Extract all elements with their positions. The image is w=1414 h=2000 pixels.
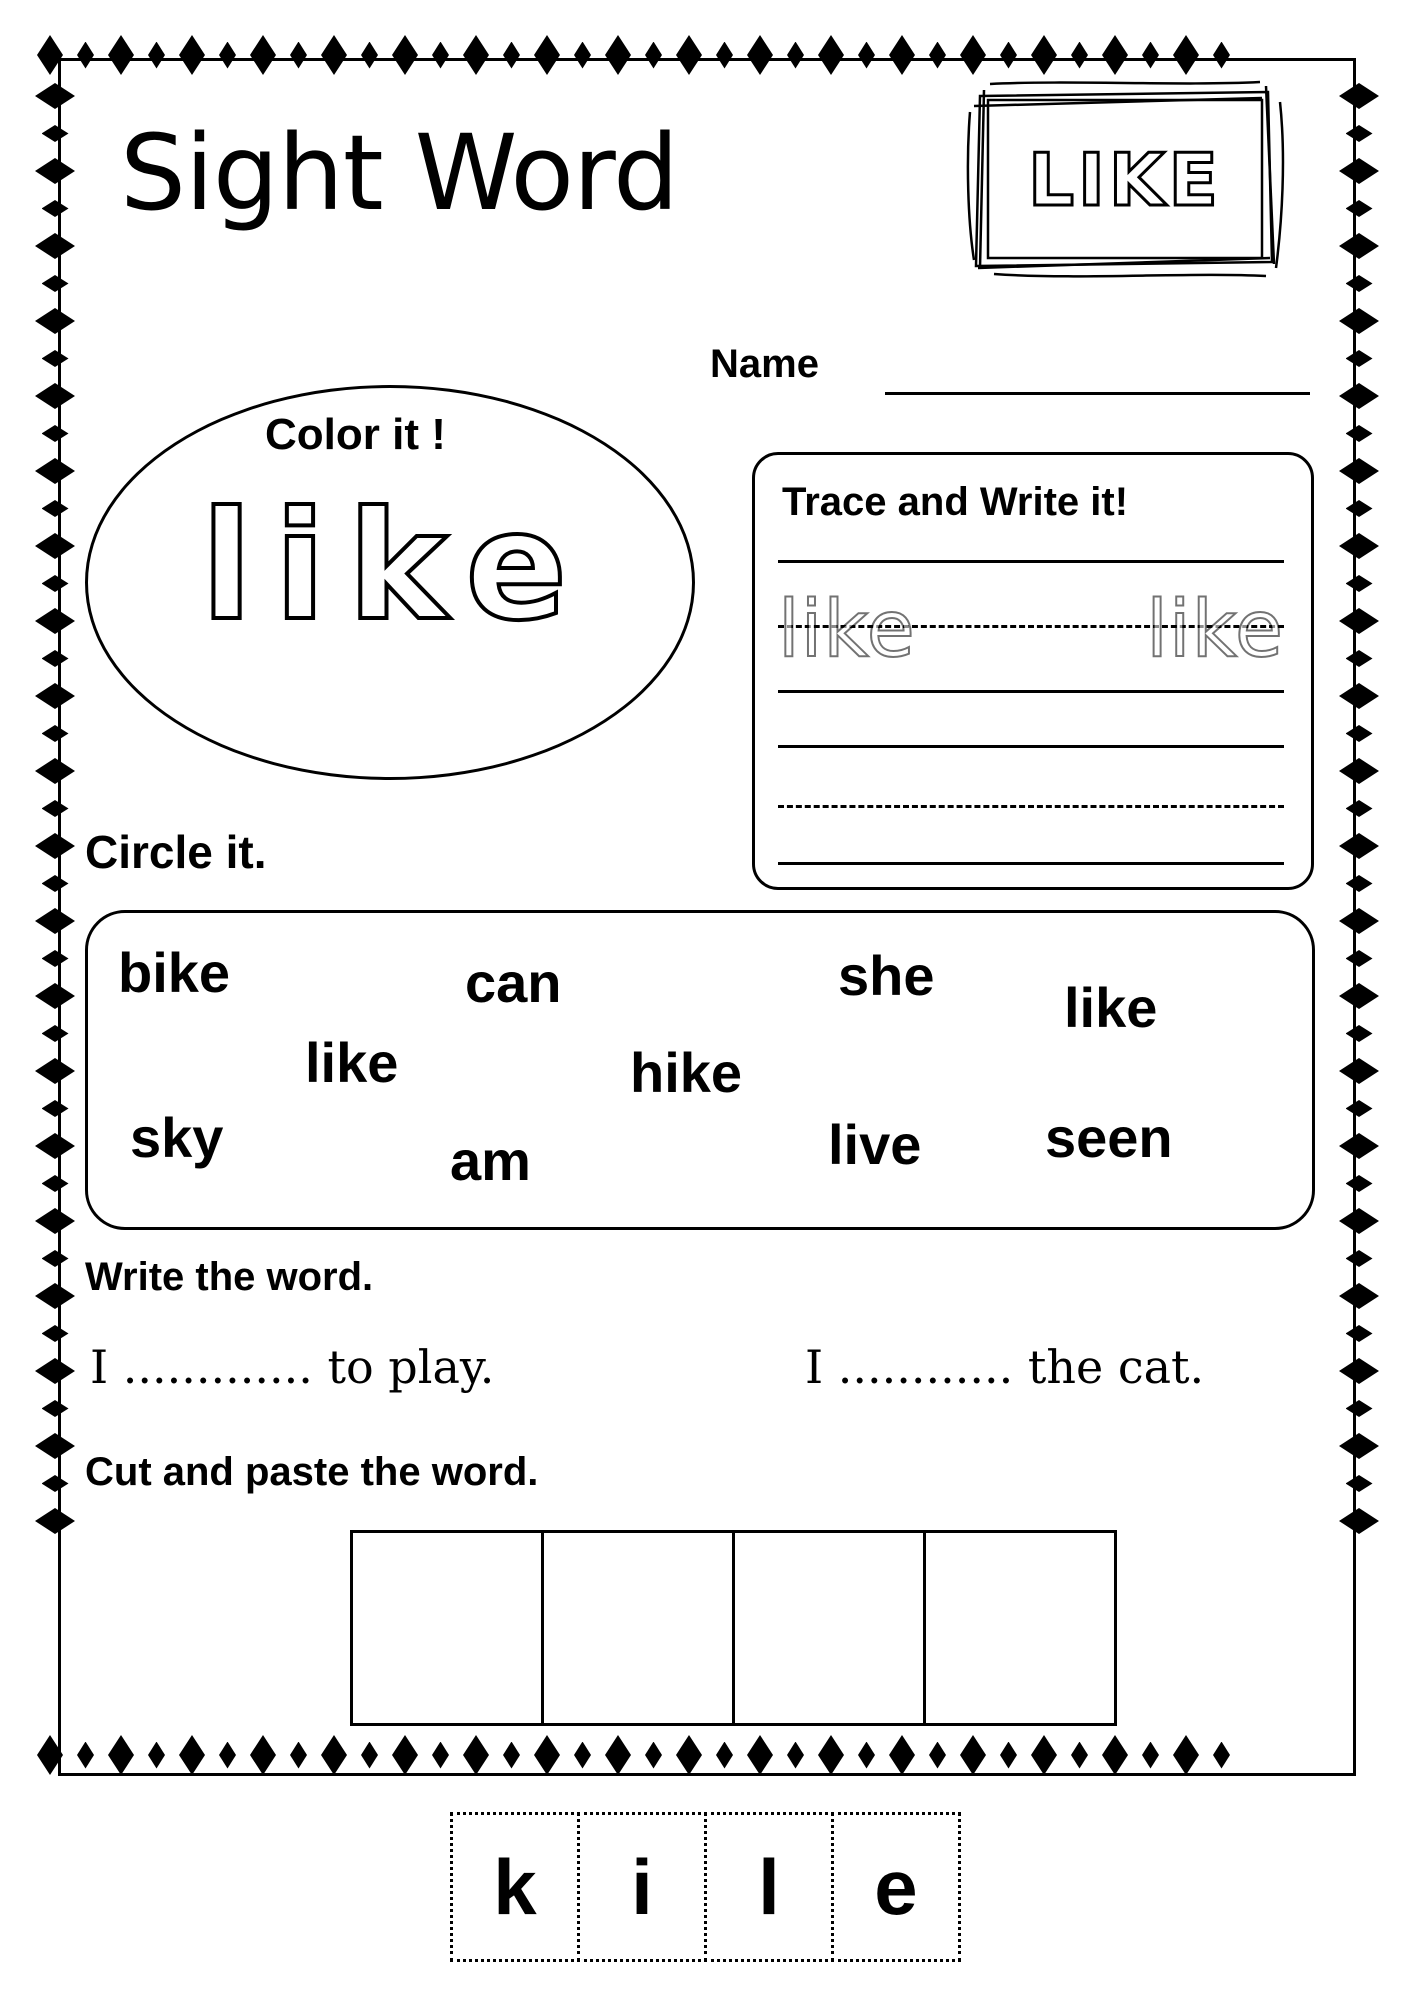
cut-letter-l[interactable]: l (704, 1812, 834, 1962)
diamond-ornament (42, 200, 69, 217)
diamond-ornament (35, 1208, 75, 1234)
diamond-ornament (1339, 1283, 1379, 1309)
diamond-ornament (858, 42, 875, 69)
diamond-ornament (392, 35, 418, 75)
circle-it-instruction: Circle it. (85, 826, 267, 878)
diamond-ornament (148, 42, 165, 69)
diamond-ornament (716, 1742, 733, 1769)
diamond-ornament (1346, 1400, 1373, 1417)
diamond-ornament (1102, 1735, 1128, 1775)
border-diamonds-right (1334, 75, 1384, 1715)
diamond-ornament (250, 1735, 276, 1775)
diamond-ornament (534, 35, 560, 75)
diamond-ornament (1071, 1742, 1088, 1769)
bank-word-sky-6[interactable]: sky (130, 1106, 224, 1169)
diamond-ornament (42, 125, 69, 142)
diamond-ornament (716, 42, 733, 69)
diamond-ornament (889, 1735, 915, 1775)
word-badge (950, 72, 1300, 287)
diamond-ornament (432, 1742, 449, 1769)
bank-word-bike-0[interactable]: bike (118, 941, 231, 1004)
diamond-ornament (219, 1742, 236, 1769)
diamond-ornament (747, 1735, 773, 1775)
diamond-ornament (818, 35, 844, 75)
diamond-ornament (148, 1742, 165, 1769)
diamond-ornament (787, 42, 804, 69)
diamond-ornament (42, 425, 69, 442)
diamond-ornament (1339, 983, 1379, 1009)
diamond-ornament (35, 83, 75, 109)
diamond-ornament (1000, 42, 1017, 69)
diamond-ornament (858, 1742, 875, 1769)
diamond-ornament (179, 35, 205, 75)
trace-line-base-1 (778, 690, 1284, 693)
diamond-ornament (1339, 683, 1379, 709)
diamond-ornament (42, 725, 69, 742)
name-label: Name (710, 342, 819, 386)
diamond-ornament (42, 1175, 69, 1192)
diamond-ornament (1346, 275, 1373, 292)
diamond-ornament (1339, 1358, 1379, 1384)
diamond-ornament (676, 35, 702, 75)
diamond-ornament (1346, 575, 1373, 592)
bank-word-live-8[interactable]: live (828, 1113, 922, 1176)
diamond-ornament (35, 158, 75, 184)
badge-word: LIKE (1028, 137, 1222, 222)
diamond-ornament (1213, 1742, 1230, 1769)
trace-line-top-1 (778, 560, 1284, 563)
diamond-ornament (1339, 308, 1379, 334)
color-it-word[interactable]: like (200, 480, 590, 654)
sentence-2[interactable]: I ............ the cat. (805, 1340, 1205, 1394)
diamond-ornament (645, 42, 662, 69)
diamond-ornament (77, 1742, 94, 1769)
diamond-ornament (321, 1735, 347, 1775)
diamond-ornament (1346, 1025, 1373, 1042)
trace-word-2[interactable]: like (1146, 585, 1284, 675)
diamond-ornament (1346, 200, 1373, 217)
diamond-ornament (1346, 1475, 1373, 1492)
trace-instruction: Trace and Write it! (782, 480, 1129, 524)
diamond-ornament (1142, 42, 1159, 69)
border-diamonds-bottom (30, 1730, 1384, 1780)
trace-words[interactable] (778, 585, 1284, 675)
diamond-ornament (1339, 158, 1379, 184)
diamond-ornament (503, 42, 520, 69)
cut-letter-row (450, 1812, 961, 1962)
diamond-ornament (1031, 1735, 1057, 1775)
diamond-ornament (1346, 800, 1373, 817)
diamond-ornament (1339, 1433, 1379, 1459)
cut-paste-instruction: Cut and paste the word. (85, 1450, 539, 1494)
diamond-ornament (929, 42, 946, 69)
diamond-ornament (1339, 908, 1379, 934)
diamond-ornament (179, 1735, 205, 1775)
bank-word-hike-5[interactable]: hike (630, 1041, 743, 1104)
color-it-instruction: Color it ! (265, 410, 446, 459)
paste-cell-2[interactable] (541, 1530, 735, 1726)
diamond-ornament (1339, 608, 1379, 634)
diamond-ornament (960, 1735, 986, 1775)
diamond-ornament (392, 1735, 418, 1775)
diamond-ornament (290, 42, 307, 69)
diamond-ornament (35, 758, 75, 784)
diamond-ornament (77, 42, 94, 69)
paste-cell-4[interactable] (923, 1530, 1117, 1726)
bank-word-am-7[interactable]: am (450, 1129, 531, 1192)
diamond-ornament (1339, 458, 1379, 484)
name-input-line[interactable] (885, 392, 1310, 395)
diamond-ornament (35, 233, 75, 259)
diamond-ornament (321, 35, 347, 75)
bank-word-like-4[interactable]: like (305, 1031, 399, 1094)
diamond-ornament (42, 950, 69, 967)
paste-grid (350, 1530, 1117, 1726)
diamond-ornament (1346, 875, 1373, 892)
diamond-ornament (35, 983, 75, 1009)
diamond-ornament (35, 533, 75, 559)
diamond-ornament (574, 42, 591, 69)
diamond-ornament (35, 1058, 75, 1084)
cut-letter-k[interactable]: k (450, 1812, 580, 1962)
diamond-ornament (42, 275, 69, 292)
diamond-ornament (1346, 350, 1373, 367)
diamond-ornament (1339, 533, 1379, 559)
diamond-ornament (35, 683, 75, 709)
diamond-ornament (42, 500, 69, 517)
diamond-ornament (1339, 758, 1379, 784)
diamond-ornament (35, 383, 75, 409)
diamond-ornament (463, 1735, 489, 1775)
diamond-ornament (1339, 1508, 1379, 1534)
diamond-ornament (1339, 83, 1379, 109)
diamond-ornament (108, 35, 134, 75)
diamond-ornament (889, 35, 915, 75)
diamond-ornament (42, 1325, 69, 1342)
diamond-ornament (35, 308, 75, 334)
diamond-ornament (1346, 425, 1373, 442)
diamond-ornament (35, 608, 75, 634)
cut-letter-i[interactable]: i (577, 1812, 707, 1962)
diamond-ornament (42, 1400, 69, 1417)
diamond-ornament (1346, 500, 1373, 517)
trace-line-base-2 (778, 862, 1284, 865)
diamond-ornament (290, 1742, 307, 1769)
bank-word-seen-9[interactable]: seen (1045, 1106, 1173, 1169)
diamond-ornament (1173, 35, 1199, 75)
diamond-ornament (676, 1735, 702, 1775)
diamond-ornament (35, 458, 75, 484)
diamond-ornament (42, 350, 69, 367)
diamond-ornament (361, 1742, 378, 1769)
diamond-ornament (42, 650, 69, 667)
diamond-ornament (787, 1742, 804, 1769)
diamond-ornament (1346, 1325, 1373, 1342)
bank-word-she-2[interactable]: she (838, 944, 935, 1007)
diamond-ornament (1071, 42, 1088, 69)
diamond-ornament (1346, 1250, 1373, 1267)
diamond-ornament (35, 833, 75, 859)
diamond-ornament (645, 1742, 662, 1769)
diamond-ornament (42, 1250, 69, 1267)
diamond-ornament (42, 800, 69, 817)
paste-cell-3[interactable] (732, 1530, 926, 1726)
diamond-ornament (1346, 950, 1373, 967)
diamond-ornament (1031, 35, 1057, 75)
diamond-ornament (42, 575, 69, 592)
diamond-ornament (605, 35, 631, 75)
paste-cell-1[interactable] (350, 1530, 544, 1726)
diamond-ornament (35, 1133, 75, 1159)
diamond-ornament (37, 35, 63, 75)
diamond-ornament (250, 35, 276, 75)
diamond-ornament (503, 1742, 520, 1769)
diamond-ornament (1173, 1735, 1199, 1775)
diamond-ornament (35, 1358, 75, 1384)
page-title: Sight Word (120, 112, 678, 234)
diamond-ornament (1339, 1133, 1379, 1159)
bank-word-like-3[interactable]: like (1064, 976, 1158, 1039)
diamond-ornament (463, 35, 489, 75)
write-word-instruction: Write the word. (85, 1255, 374, 1299)
cut-letter-e[interactable]: e (831, 1812, 961, 1962)
diamond-ornament (1213, 42, 1230, 69)
diamond-ornament (818, 1735, 844, 1775)
border-diamonds-left (30, 75, 80, 1715)
diamond-ornament (1142, 1742, 1159, 1769)
trace-line-mid-2 (778, 805, 1284, 808)
diamond-ornament (574, 1742, 591, 1769)
diamond-ornament (605, 1735, 631, 1775)
diamond-ornament (747, 35, 773, 75)
diamond-ornament (1339, 383, 1379, 409)
bank-word-can-1[interactable]: can (465, 951, 562, 1014)
diamond-ornament (1339, 833, 1379, 859)
diamond-ornament (1346, 125, 1373, 142)
diamond-ornament (37, 1735, 63, 1775)
diamond-ornament (35, 1433, 75, 1459)
diamond-ornament (929, 1742, 946, 1769)
diamond-ornament (1339, 1208, 1379, 1234)
diamond-ornament (361, 42, 378, 69)
diamond-ornament (960, 35, 986, 75)
sentence-1[interactable]: I ............. to play. (90, 1340, 495, 1394)
trace-line-top-2 (778, 745, 1284, 748)
diamond-ornament (1339, 1058, 1379, 1084)
trace-word-1[interactable]: like (778, 585, 916, 675)
diamond-ornament (35, 908, 75, 934)
diamond-ornament (42, 1025, 69, 1042)
diamond-ornament (1346, 1175, 1373, 1192)
diamond-ornament (219, 42, 236, 69)
diamond-ornament (1346, 725, 1373, 742)
diamond-ornament (42, 875, 69, 892)
diamond-ornament (1102, 35, 1128, 75)
diamond-ornament (108, 1735, 134, 1775)
diamond-ornament (534, 1735, 560, 1775)
diamond-ornament (432, 42, 449, 69)
diamond-ornament (1000, 1742, 1017, 1769)
diamond-ornament (35, 1508, 75, 1534)
diamond-ornament (1346, 650, 1373, 667)
diamond-ornament (35, 1283, 75, 1309)
diamond-ornament (1339, 233, 1379, 259)
diamond-ornament (1346, 1100, 1373, 1117)
diamond-ornament (42, 1475, 69, 1492)
diamond-ornament (42, 1100, 69, 1117)
